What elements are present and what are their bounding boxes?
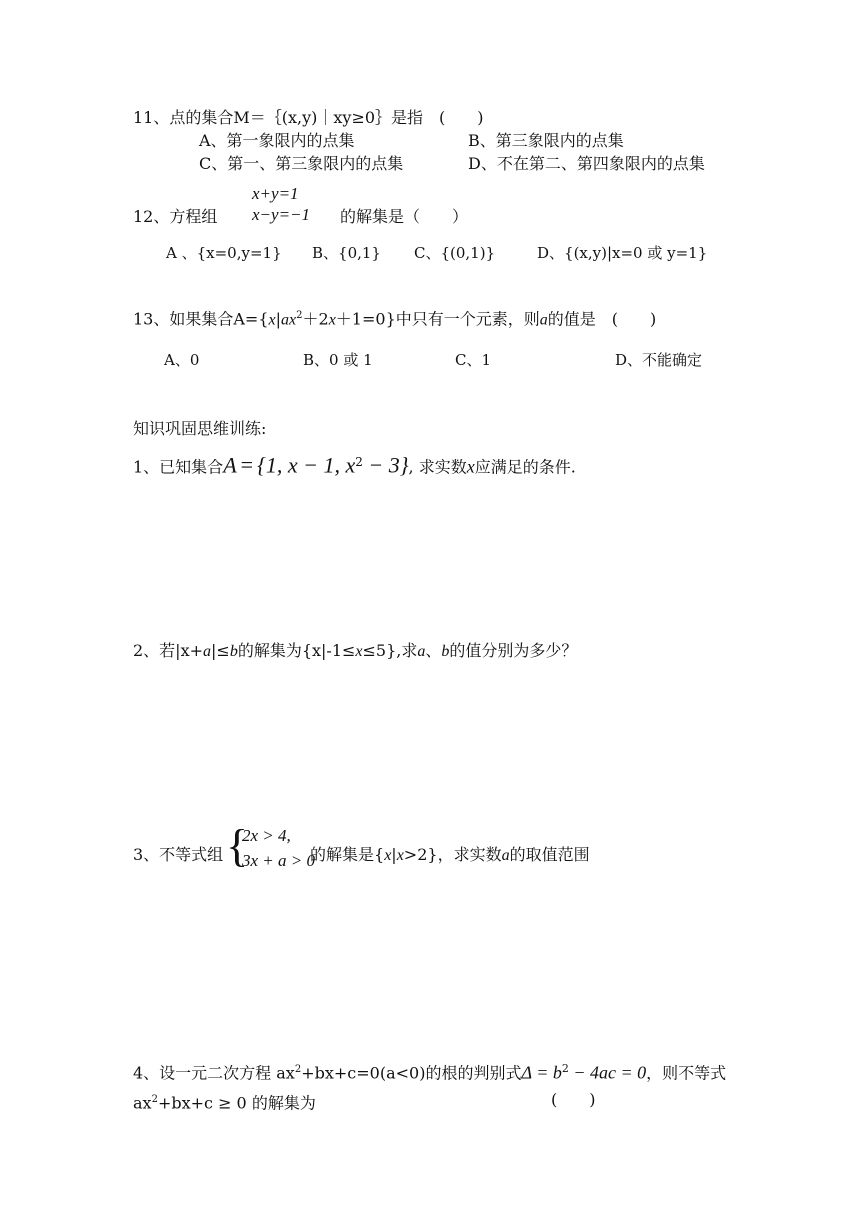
q12-suffix: 的解集是（ ） [340,207,469,226]
answer-parentheses: ( ) [551,1090,596,1109]
q11-option-a: A、第一象限内的点集 [199,131,355,150]
problem-1: 1、已知集合A = {1, x − 1, $x^2 - 3$}, 求实数x应满足的条件. [133,452,576,478]
q11-option-c: C、第一、第三象限内的点集 [199,154,404,173]
q13-stem: 13、如果集合$A=\{x|ax^2+2x+1=0\}$中只有一个元素，则a的值是 ( ) [133,309,657,329]
q12-option-c: C、{(0,1)} [414,244,496,262]
problem-3-rest: 的解集是{x|x>2}，求实数a的取值范围 [310,845,590,864]
q12-prefix: 12、方程组 [133,207,218,226]
q13-option-c: C、1 [455,351,492,369]
q11-option-d: D、不在第二、第四象限内的点集 [468,154,705,173]
q12-option-b: B、{0,1} [312,244,381,262]
problem-3-inequality-1: 2x > 4, [242,826,291,845]
q12-equation-1: x+y=1 [252,184,299,203]
section-title: 知识巩固思维训练: [133,419,267,438]
q13-option-d: D、不能确定 [615,351,703,369]
q13-option-a: A、0 [164,351,200,369]
q11-option-b: B、第三象限内的点集 [468,131,624,150]
system-brace: { [226,820,249,871]
q12-equation-2: x−y=−1 [252,205,311,224]
q11-stem: 11、点的集合M＝｛(x,y)｜xy≥0｝是指 ( ) [133,108,484,127]
problem-3-inequality-2: 3x + a > 0 [242,851,315,870]
q13-option-b: B、0 或 1 [303,351,373,369]
problem-4-line-2: $ax^2+bx+c \ge 0$ 的解集为 [133,1093,316,1113]
problem-2: 2、若|x+a|≤b的解集为{x|-1≤x≤5},求a、b的值分别为多少？ [133,641,578,660]
problem-3-prefix: 3、不等式组 [133,845,224,864]
q12-option-d: D、{(x,y)|x=0 或 y=1} [537,244,708,262]
q12-option-a: A 、{x=0,y=1} [166,244,282,262]
problem-4-line-1: 4、设一元二次方程 $ax^2+bx+c=0(a<0)$的根的判别式$\Delta = b^2 - 4ac = 0$，则不等式 [133,1062,727,1083]
